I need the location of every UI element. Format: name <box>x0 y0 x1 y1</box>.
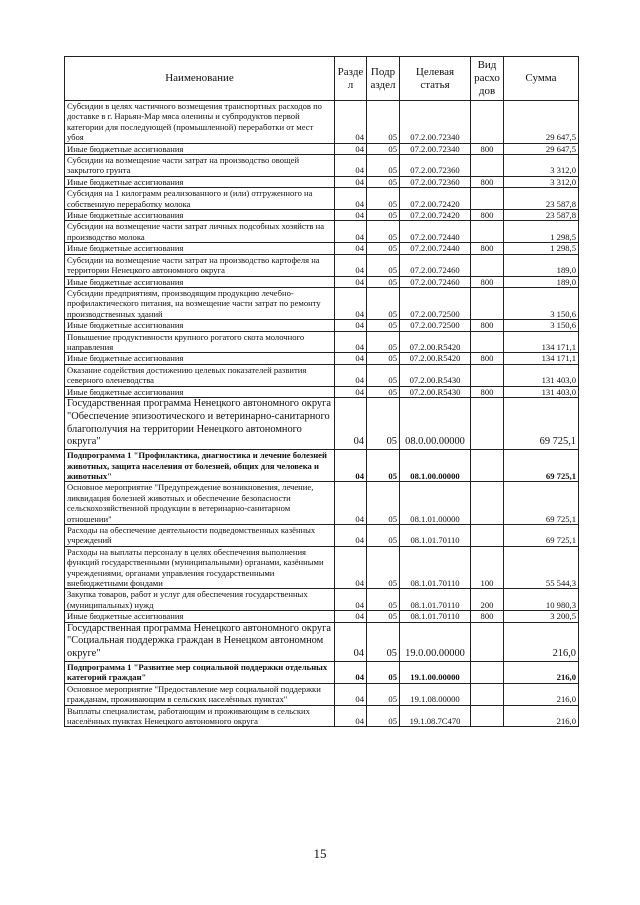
cell-podrazdel: 05 <box>367 243 400 254</box>
cell-name: Основное мероприятие "Предоставление мер социальной поддержки гражданам, проживающим в сельских населённых пунктах" <box>65 683 335 705</box>
cell-razdel: 04 <box>335 287 367 319</box>
table-row <box>65 622 579 661</box>
cell-razdel: 04 <box>335 188 367 210</box>
cell-vid-raskhodov: 800 <box>471 353 504 364</box>
cell-summa: 23 587,8 <box>504 210 579 221</box>
cell-tselevaya-statya: 07.2.00.R5430 <box>400 386 471 397</box>
cell-podrazdel: 05 <box>367 397 400 449</box>
cell-name: Расходы на обеспечение деятельности подведомственных казённых учреждений <box>65 525 335 547</box>
cell-podrazdel: 05 <box>367 287 400 319</box>
cell-podrazdel: 05 <box>367 353 400 364</box>
cell-summa: 131 403,0 <box>504 386 579 397</box>
cell-tselevaya-statya: 07.2.00.72420 <box>400 188 471 210</box>
cell-name: Подпрограмма 1 "Профилактика, диагностика и лечение болезней животных, защита населения от болезней, общих для человека и животных" <box>65 450 335 482</box>
cell-vid-raskhodov <box>471 364 504 386</box>
table-row <box>65 101 579 144</box>
cell-vid-raskhodov <box>471 450 504 482</box>
cell-vid-raskhodov: 800 <box>471 386 504 397</box>
cell-vid-raskhodov: 800 <box>471 276 504 287</box>
cell-razdel: 04 <box>335 397 367 449</box>
cell-razdel: 04 <box>335 143 367 154</box>
cell-razdel: 04 <box>335 705 367 727</box>
cell-tselevaya-statya: 07.2.00.72360 <box>400 176 471 187</box>
cell-razdel: 04 <box>335 210 367 221</box>
cell-summa: 3 312,0 <box>504 176 579 187</box>
cell-razdel: 04 <box>335 320 367 331</box>
cell-podrazdel: 05 <box>367 683 400 705</box>
cell-vid-raskhodov <box>471 622 504 661</box>
table-row <box>65 155 579 177</box>
cell-summa: 189,0 <box>504 276 579 287</box>
cell-summa: 69 725,1 <box>504 450 579 482</box>
cell-summa: 3 150,6 <box>504 320 579 331</box>
cell-vid-raskhodov: 800 <box>471 243 504 254</box>
table-row <box>65 482 579 525</box>
cell-name: Иные бюджетные ассигнования <box>65 320 335 331</box>
cell-podrazdel: 05 <box>367 155 400 177</box>
cell-tselevaya-statya: 07.2.00.R5420 <box>400 331 471 353</box>
cell-summa: 134 171,1 <box>504 353 579 364</box>
cell-tselevaya-statya: 08.0.00.00000 <box>400 397 471 449</box>
cell-podrazdel: 05 <box>367 331 400 353</box>
cell-tselevaya-statya: 08.1.01.70110 <box>400 546 471 589</box>
col-header-razdel: Разде л <box>335 57 367 101</box>
cell-vid-raskhodov: 100 <box>471 546 504 589</box>
cell-name: Иные бюджетные ассигнования <box>65 611 335 622</box>
cell-summa: 29 647,5 <box>504 101 579 144</box>
table-row <box>65 397 579 449</box>
table-row <box>65 287 579 319</box>
cell-vid-raskhodov <box>471 155 504 177</box>
cell-razdel: 04 <box>335 276 367 287</box>
cell-razdel: 04 <box>335 101 367 144</box>
cell-tselevaya-statya: 08.1.01.70110 <box>400 589 471 611</box>
cell-tselevaya-statya: 07.2.00.72460 <box>400 276 471 287</box>
cell-razdel: 04 <box>335 611 367 622</box>
cell-podrazdel: 05 <box>367 386 400 397</box>
cell-vid-raskhodov <box>471 221 504 243</box>
cell-tselevaya-statya: 08.1.01.00000 <box>400 482 471 525</box>
cell-tselevaya-statya: 07.2.00.72500 <box>400 287 471 319</box>
cell-name: Иные бюджетные ассигнования <box>65 143 335 154</box>
table-row <box>65 176 579 187</box>
cell-tselevaya-statya: 08.1.01.70110 <box>400 611 471 622</box>
cell-podrazdel: 05 <box>367 589 400 611</box>
table-row <box>65 143 579 154</box>
cell-vid-raskhodov: 800 <box>471 320 504 331</box>
cell-podrazdel: 05 <box>367 320 400 331</box>
cell-razdel: 04 <box>335 622 367 661</box>
cell-vid-raskhodov <box>471 254 504 276</box>
cell-summa: 29 647,5 <box>504 143 579 154</box>
table-row <box>65 705 579 727</box>
cell-tselevaya-statya: 07.2.00.72420 <box>400 210 471 221</box>
col-header-name: Наименование <box>65 57 335 101</box>
cell-summa: 69 725,1 <box>504 397 579 449</box>
table-row <box>65 450 579 482</box>
table-row <box>65 662 579 684</box>
cell-tselevaya-statya: 07.2.00.72340 <box>400 101 471 144</box>
cell-podrazdel: 05 <box>367 546 400 589</box>
cell-vid-raskhodov <box>471 705 504 727</box>
cell-summa: 55 544,3 <box>504 546 579 589</box>
cell-razdel: 04 <box>335 221 367 243</box>
table-row <box>65 589 579 611</box>
cell-name: Оказание содействия достижению целевых показателей развития северного оленеводства <box>65 364 335 386</box>
table-row <box>65 221 579 243</box>
page-number: 15 <box>313 846 327 861</box>
cell-name: Государственная программа Ненецкого автономного округа "Социальная поддержка граждан в Ненецком автономном округе" <box>65 622 335 661</box>
cell-podrazdel: 05 <box>367 705 400 727</box>
cell-tselevaya-statya: 19.1.00.00000 <box>400 662 471 684</box>
cell-vid-raskhodov <box>471 101 504 144</box>
cell-name: Расходы на выплаты персоналу в целях обеспечения выполнения функций государственными (муниципальными) органами, казёнными учреждениями, органами управления государственными внебюджетными фондами <box>65 546 335 589</box>
cell-vid-raskhodov: 200 <box>471 589 504 611</box>
cell-summa: 216,0 <box>504 705 579 727</box>
cell-summa: 23 587,8 <box>504 188 579 210</box>
budget-table <box>64 56 579 727</box>
cell-summa: 1 298,5 <box>504 221 579 243</box>
cell-summa: 69 725,1 <box>504 525 579 547</box>
cell-vid-raskhodov <box>471 397 504 449</box>
cell-tselevaya-statya: 07.2.00.R5420 <box>400 353 471 364</box>
col-header-vid-raskhodov: Вид расхо дов <box>471 57 504 101</box>
table-row <box>65 210 579 221</box>
cell-vid-raskhodov: 800 <box>471 143 504 154</box>
table-row <box>65 353 579 364</box>
col-header-podrazdel: Подр аздел <box>367 57 400 101</box>
cell-name: Выплаты специалистам, работающим и проживающим в сельских населённых пунктах Ненецкого автономного округа <box>65 705 335 727</box>
cell-summa: 10 980,3 <box>504 589 579 611</box>
cell-name: Субсидии в целях частичного возмещения транспортных расходов по доставке в г. Нарьян-Мар мяса оленины и субпродуктов первой категории для последующей (промышленной) переработки от мест убоя <box>65 101 335 144</box>
table-row <box>65 611 579 622</box>
cell-tselevaya-statya: 07.2.00.72440 <box>400 243 471 254</box>
cell-vid-raskhodov: 800 <box>471 210 504 221</box>
col-header-tselevaya-statya: Целевая статья <box>400 57 471 101</box>
cell-vid-raskhodov: 800 <box>471 611 504 622</box>
cell-summa: 131 403,0 <box>504 364 579 386</box>
cell-podrazdel: 05 <box>367 525 400 547</box>
cell-podrazdel: 05 <box>367 364 400 386</box>
cell-podrazdel: 05 <box>367 143 400 154</box>
cell-podrazdel: 05 <box>367 221 400 243</box>
cell-vid-raskhodov <box>471 662 504 684</box>
cell-tselevaya-statya: 07.2.00.72340 <box>400 143 471 154</box>
cell-razdel: 04 <box>335 450 367 482</box>
cell-tselevaya-statya: 07.2.00.72460 <box>400 254 471 276</box>
cell-tselevaya-statya: 19.0.00.00000 <box>400 622 471 661</box>
cell-tselevaya-statya: 07.2.00.R5430 <box>400 364 471 386</box>
cell-razdel: 04 <box>335 155 367 177</box>
cell-name: Иные бюджетные ассигнования <box>65 176 335 187</box>
cell-name: Субсидии на возмещение части затрат на производство картофеля на территории Ненецкого автономного округа <box>65 254 335 276</box>
cell-podrazdel: 05 <box>367 482 400 525</box>
cell-name: Субсидии на возмещение части затрат личных подсобных хозяйств на производство молока <box>65 221 335 243</box>
cell-razdel: 04 <box>335 662 367 684</box>
cell-razdel: 04 <box>335 589 367 611</box>
cell-razdel: 04 <box>335 482 367 525</box>
cell-summa: 3 150,6 <box>504 287 579 319</box>
table-row <box>65 276 579 287</box>
cell-vid-raskhodov <box>471 331 504 353</box>
cell-razdel: 04 <box>335 243 367 254</box>
cell-tselevaya-statya: 19.1.08.00000 <box>400 683 471 705</box>
cell-razdel: 04 <box>335 683 367 705</box>
col-header-summa: Сумма <box>504 57 579 101</box>
cell-name: Подпрограмма 1 "Развитие мер социальной поддержки отдельных категорий граждан" <box>65 662 335 684</box>
cell-summa: 1 298,5 <box>504 243 579 254</box>
cell-summa: 3 200,5 <box>504 611 579 622</box>
table-row <box>65 243 579 254</box>
table-row <box>65 254 579 276</box>
cell-tselevaya-statya: 08.1.00.00000 <box>400 450 471 482</box>
cell-name: Иные бюджетные ассигнования <box>65 243 335 254</box>
cell-podrazdel: 05 <box>367 450 400 482</box>
cell-tselevaya-statya: 07.2.00.72500 <box>400 320 471 331</box>
table-row <box>65 525 579 547</box>
cell-podrazdel: 05 <box>367 254 400 276</box>
table-row <box>65 683 579 705</box>
cell-razdel: 04 <box>335 176 367 187</box>
cell-summa: 216,0 <box>504 662 579 684</box>
cell-name: Субсидия на 1 килограмм реализованного и (или) отгруженного на собственную переработку молока <box>65 188 335 210</box>
cell-name: Государственная программа Ненецкого автономного округа "Обеспечение эпизоотического и ветеринарно-санитарного благополучия на территории Ненецкого автономного округа" <box>65 397 335 449</box>
cell-razdel: 04 <box>335 546 367 589</box>
cell-summa: 216,0 <box>504 622 579 661</box>
table-row <box>65 331 579 353</box>
cell-tselevaya-statya: 19.1.08.7С470 <box>400 705 471 727</box>
cell-name: Субсидии на возмещение части затрат на производство овощей закрытого грунта <box>65 155 335 177</box>
cell-vid-raskhodov: 800 <box>471 176 504 187</box>
cell-podrazdel: 05 <box>367 210 400 221</box>
table-body <box>65 101 579 727</box>
cell-tselevaya-statya: 07.2.00.72360 <box>400 155 471 177</box>
cell-razdel: 04 <box>335 386 367 397</box>
cell-name: Субсидии предприятиям, производящим продукцию лечебно-профилактического питания, на возмещение части затрат по ремонту производственных зданий <box>65 287 335 319</box>
cell-summa: 216,0 <box>504 683 579 705</box>
cell-podrazdel: 05 <box>367 611 400 622</box>
cell-podrazdel: 05 <box>367 188 400 210</box>
cell-name: Основное мероприятие "Предупреждение возникновения, лечение, ликвидация болезней животных и обеспечение безопасности сельскохозяйственной продукции в ветеринарно-санитарном отношении" <box>65 482 335 525</box>
cell-podrazdel: 05 <box>367 276 400 287</box>
cell-podrazdel: 05 <box>367 662 400 684</box>
table-row <box>65 320 579 331</box>
cell-podrazdel: 05 <box>367 622 400 661</box>
cell-name: Повышение продуктивности крупного рогатого скота молочного направления <box>65 331 335 353</box>
cell-razdel: 04 <box>335 525 367 547</box>
table-row <box>65 546 579 589</box>
cell-razdel: 04 <box>335 254 367 276</box>
cell-tselevaya-statya: 07.2.00.72440 <box>400 221 471 243</box>
cell-summa: 69 725,1 <box>504 482 579 525</box>
cell-vid-raskhodov <box>471 482 504 525</box>
cell-vid-raskhodov <box>471 188 504 210</box>
table-row <box>65 364 579 386</box>
table-row <box>65 188 579 210</box>
cell-name: Иные бюджетные ассигнования <box>65 353 335 364</box>
cell-razdel: 04 <box>335 364 367 386</box>
table-row <box>65 386 579 397</box>
table-header-row <box>65 57 579 101</box>
cell-name: Иные бюджетные ассигнования <box>65 386 335 397</box>
cell-summa: 189,0 <box>504 254 579 276</box>
cell-name: Иные бюджетные ассигнования <box>65 276 335 287</box>
cell-name: Иные бюджетные ассигнования <box>65 210 335 221</box>
cell-razdel: 04 <box>335 353 367 364</box>
cell-podrazdel: 05 <box>367 176 400 187</box>
cell-tselevaya-statya: 08.1.01.70110 <box>400 525 471 547</box>
cell-summa: 3 312,0 <box>504 155 579 177</box>
cell-razdel: 04 <box>335 331 367 353</box>
cell-vid-raskhodov <box>471 525 504 547</box>
cell-vid-raskhodov <box>471 683 504 705</box>
cell-summa: 134 171,1 <box>504 331 579 353</box>
cell-name: Закупка товаров, работ и услуг для обеспечения государственных (муниципальных) нужд <box>65 589 335 611</box>
cell-vid-raskhodov <box>471 287 504 319</box>
cell-podrazdel: 05 <box>367 101 400 144</box>
